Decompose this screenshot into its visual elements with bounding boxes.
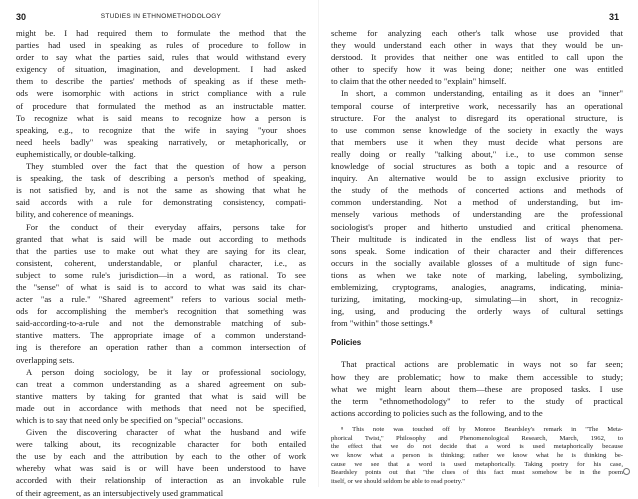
text-line: In short, a common understanding, entailing as it does an "inner" <box>341 88 623 99</box>
right-page-text <box>331 27 623 487</box>
text-line: stantive matters by taking for granted that what is said will be <box>16 390 306 401</box>
right-text-block <box>331 27 623 329</box>
text-line: consistent, coherent, understandable, or planful character, i.e., as <box>16 257 306 268</box>
text-line: ods were isomorphic with actions in strict compliance with a rule <box>16 88 306 99</box>
left-page-header <box>16 12 306 26</box>
text-line: ods for accomplishing the member's recognition that something was <box>16 306 306 317</box>
text-line: of procedure that formulated the method as an instructable matter. <box>16 100 306 111</box>
text-line: acter "as a rule." "Shared agreement" refers to various social meth- <box>16 294 306 305</box>
text-line: the term "ethnomethodology" to refer to the study of practical <box>331 395 623 406</box>
footnote <box>331 426 623 487</box>
text-line: exigency of situation, imagination, and development. I had asked <box>16 64 306 75</box>
text-line: subject to some rule's jurisdiction—in a word, as rational. To see <box>16 269 306 280</box>
text-line: the study of the methods of concerted actions and methods of <box>331 185 623 196</box>
text-line: occurs in the socially available glosses of a multitude of sign func- <box>331 257 623 268</box>
text-line: That practical actions are problematic in ways not so far seen; <box>341 359 623 370</box>
footnote-line: we know what a person is thinking; rather we know what he is thinking be- <box>331 451 623 459</box>
text-line: ing, using, and producing the orderly ways of cultural settings <box>331 306 623 317</box>
page-number: 30 <box>16 12 27 22</box>
footnote-line: phorical Twist," Philosophy and Phenomenological Research, March, 1962, to <box>331 434 623 442</box>
text-line: actions according to policies such as the following, and to the <box>331 407 543 418</box>
text-line: tions as when we take note of marking, labeling, symbolizing, <box>331 269 623 280</box>
text-line: that the parties use to make out what they are saying for its clear, <box>16 245 306 256</box>
left-page-text <box>16 27 306 499</box>
text-line: stantive matters. The appropriate image of a common understand- <box>16 330 306 341</box>
right-page-header <box>329 12 619 26</box>
text-line: Given the discovering character of what the husband and wife <box>26 427 306 438</box>
text-line: They stumbled over the fact that the question of how a person <box>26 161 306 172</box>
text-line: derstood. It provides that neither one was entitled to call upon the <box>331 52 623 63</box>
text-line: is speaking, the task of describing a person's method of speaking, <box>16 173 306 184</box>
text-line: scheme for analyzing each other's talk whose use provided that <box>331 28 623 38</box>
text-line: mensely various methods of understanding are the professional <box>331 209 623 220</box>
text-line: really doing or really "talking about," i.e., to use common sense <box>331 148 623 159</box>
text-line: can treat a common understanding as a shared agreement on sub- <box>16 378 306 389</box>
right-text-block <box>331 358 623 418</box>
text-line: sons speak. Some indication of their character and their differences <box>331 245 623 256</box>
text-line: from "within" those settings.⁸ <box>331 318 433 329</box>
text-line: For the conduct of their everyday affairs, persons take for <box>26 221 306 232</box>
text-line: whereby what was said is or will have been understood to have <box>16 463 306 474</box>
text-line: bility, and coherence of meanings. <box>16 209 134 220</box>
text-line: order to say what the parties said, rules that would withstand every <box>16 52 306 63</box>
text-line: the "sense" of what is said is to accord to what was said its char- <box>16 281 306 292</box>
text-line: emblemizing, cryptograms, analogies, anagrams, indicating, minia- <box>331 281 623 292</box>
text-line: knowledge of social structures as both a topic and a resource of <box>331 161 623 172</box>
text-line: made out in accordance with methods that need not be specified, <box>16 402 306 413</box>
corner-circle-mark <box>623 468 630 475</box>
text-line: that members use it when they must decide what persons are <box>331 136 623 147</box>
text-line: granted that what is said will be made out according to methods <box>16 233 306 244</box>
text-line: accorded with their relationship of interaction as an invokable rule <box>16 475 306 486</box>
text-line: inquiry. An alternative would be to assign exclusive priority to <box>331 173 623 184</box>
footnote-line: ⁸ This note was touched off by Monroe Beardsley's remark in "The Meta- <box>341 425 623 433</box>
text-line: said-according-to-a-rule and not the demonstrable matching of sub- <box>16 318 306 329</box>
text-line: to claim that the other needed to "explain" himself. <box>331 76 507 87</box>
text-line: ing is therefore an operation rather than a common intersection of <box>16 342 306 353</box>
footnote-line: the effect that we do not decide that a word is used metaphorically because <box>331 443 623 451</box>
text-line: To recognize what is said means to recognize how a person is <box>16 112 306 123</box>
text-line: how they are problematic; how to make them accessible to study; <box>331 371 623 382</box>
text-line: A person doing sociology, be it lay or professional sociology, <box>26 366 306 377</box>
right-page <box>319 0 638 487</box>
text-line: structure. For the analyst to disregard its operational structure, is <box>331 112 623 123</box>
text-line: overlapping sets. <box>16 354 75 365</box>
text-line: parties had used in speaking as rules of procedure to follow in <box>16 40 306 51</box>
text-line: to use common sense knowledge of the society in exactly the ways <box>331 124 623 135</box>
text-line: of their agreement, as an intersubjectively used grammatical <box>16 487 224 498</box>
text-line: what we might learn about them—these are proposed tasks. I use <box>331 383 623 394</box>
footnote-line: Beardsley points out that "the clues of this fact must somehow be in the poem <box>331 469 623 477</box>
text-line: other to specify how it was being done; neither one was entitled <box>331 64 623 75</box>
text-line: need heels badly" was speaking narratively, or metaphorically, or <box>16 136 306 147</box>
text-line: is not satisfied by, and is not the same as showing that what he <box>16 185 306 196</box>
text-line: sociologist's proper and hitherto unstudied and critical phenomena. <box>331 221 623 232</box>
text-line: said accords with a rule for demonstrating consistency, compati- <box>16 197 306 208</box>
footnote-line: itself, or we should seldom be able to read poetry." <box>331 478 465 486</box>
text-line: they would understand each other in ways that they would be un- <box>331 40 623 51</box>
text-line: the use by each and the attribution by each to the other of work <box>16 451 306 462</box>
text-line: common understanding. Not a method of understanding, but im- <box>331 197 623 208</box>
text-line: which is to say that need only be specified on "special" occasions. <box>16 415 244 425</box>
footnote-line: cause we see that a word is used metaphorically. Taking poetry for his case, <box>331 460 623 468</box>
left-page <box>0 0 319 498</box>
text-line: might be. I had required them to formulate the method that the <box>16 28 306 38</box>
text-line: euphemistically, or double-talking. <box>16 148 136 159</box>
section-heading: Policies <box>331 338 362 348</box>
text-line: them to describe the parties' methods of speaking as if these meth- <box>16 76 306 87</box>
text-line: speaking, e.g., to recognize that the wife in saying "your shoes <box>16 124 306 135</box>
running-title: STUDIES IN ETHNOMETHODOLOGY <box>100 13 222 20</box>
text-line: were talking about, its recognizable character for both entailed <box>16 439 306 450</box>
page-number: 31 <box>608 12 619 22</box>
text-line: temporal course of interpretive work, necessarily has an operational <box>331 100 623 111</box>
text-line: Their multitude is indicated in the endless list of ways that per- <box>331 233 623 244</box>
text-line: turizing, imitating, mocking-up, simulating—in short, in recogniz- <box>331 294 623 305</box>
